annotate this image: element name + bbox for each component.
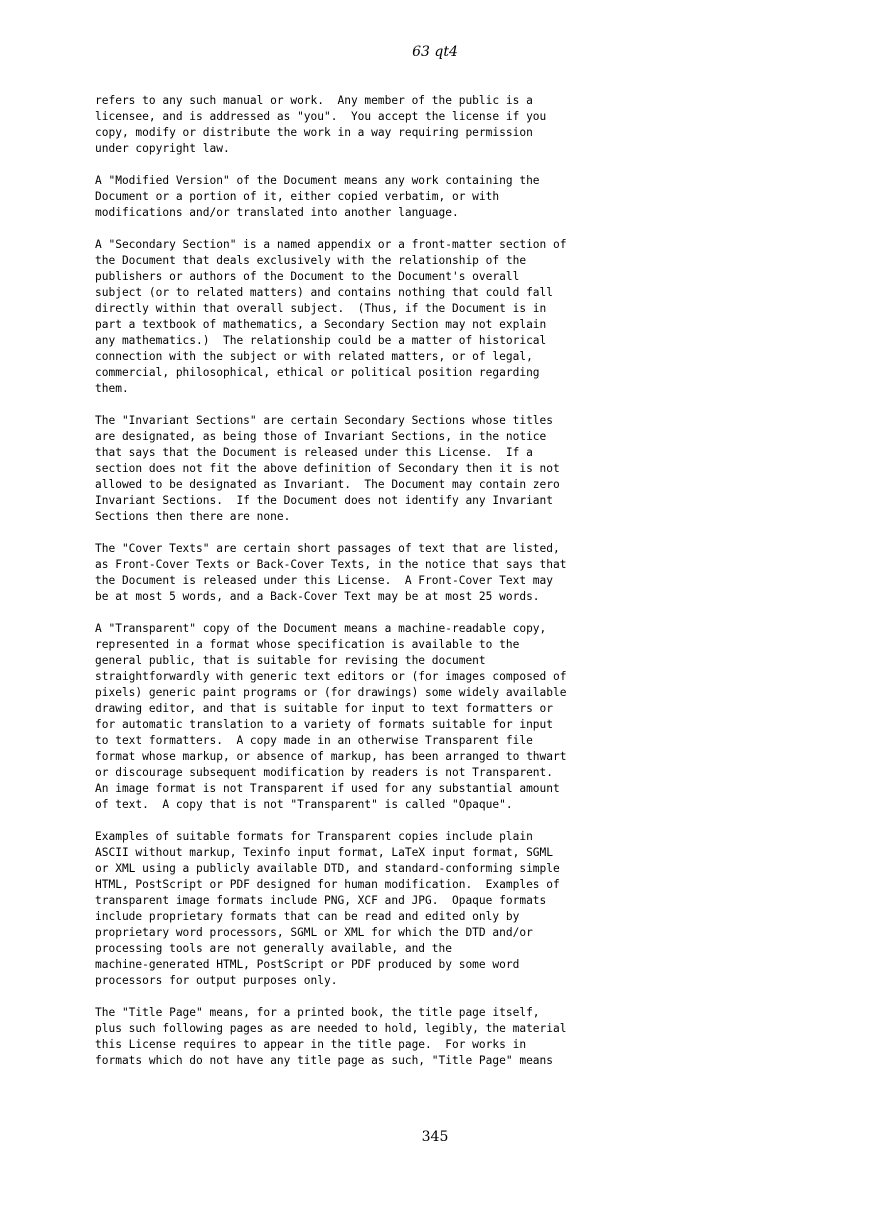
text-line: of text. A copy that is not "Transparent" is called "Opaque". <box>95 798 513 811</box>
text-line: modifications and/or translated into another language. <box>95 206 459 219</box>
text-line: straightforwardly with generic text editors or (for images composed of <box>95 670 567 683</box>
text-line: format whose markup, or absence of markup, has been arranged to thwart <box>95 750 567 763</box>
text-line: or XML using a publicly available DTD, and standard-conforming simple <box>95 862 560 875</box>
text-line: connection with the subject or with related matters, or of legal, <box>95 350 533 363</box>
text-line: The "Title Page" means, for a printed book, the title page itself, <box>95 1006 540 1019</box>
text-line: An image format is not Transparent if used for any substantial amount <box>95 782 560 795</box>
text-line: Examples of suitable formats for Transparent copies include plain <box>95 830 533 843</box>
text-line: as Front-Cover Texts or Back-Cover Texts, in the notice that says that <box>95 558 567 571</box>
text-line: plus such following pages as are needed to hold, legibly, the material <box>95 1022 567 1035</box>
text-line: licensee, and is addressed as "you". You accept the license if you <box>95 110 547 123</box>
text-line: that says that the Document is released under this License. If a <box>95 446 533 459</box>
text-line: refers to any such manual or work. Any member of the public is a <box>95 94 533 107</box>
text-line: general public, that is suitable for revising the document <box>95 654 486 667</box>
paragraph <box>95 621 795 813</box>
text-line: or discourage subsequent modification by readers is not Transparent. <box>95 766 554 779</box>
text-line: drawing editor, and that is suitable for input to text formatters or <box>95 702 554 715</box>
text-line: under copyright law. <box>95 142 230 155</box>
text-line: commercial, philosophical, ethical or political position regarding <box>95 366 540 379</box>
text-line: pixels) generic paint programs or (for drawings) some widely available <box>95 686 567 699</box>
text-line: allowed to be designated as Invariant. The Document may contain zero <box>95 478 560 491</box>
paragraph <box>95 413 795 525</box>
text-line: represented in a format whose specification is available to the <box>95 638 520 651</box>
text-line: HTML, PostScript or PDF designed for human modification. Examples of <box>95 878 560 891</box>
text-line: A "Secondary Section" is a named appendix or a front-matter section of <box>95 238 567 251</box>
text-line: formats which do not have any title page as such, "Title Page" means <box>95 1054 554 1067</box>
paragraph <box>95 237 795 397</box>
text-line: include proprietary formats that can be read and edited only by <box>95 910 520 923</box>
text-line: transparent image formats include PNG, XCF and JPG. Opaque formats <box>95 894 547 907</box>
text-line: to text formatters. A copy made in an otherwise Transparent file <box>95 734 533 747</box>
paragraph <box>95 93 795 157</box>
text-line: The "Invariant Sections" are certain Secondary Sections whose titles <box>95 414 554 427</box>
text-line: proprietary word processors, SGML or XML for which the DTD and/or <box>95 926 533 939</box>
text-line: any mathematics.) The relationship could be a matter of historical <box>95 334 547 347</box>
text-line: publishers or authors of the Document to the Document's overall <box>95 270 520 283</box>
text-line: section does not fit the above definition of Secondary then it is not <box>95 462 560 475</box>
text-line: them. <box>95 382 129 395</box>
text-line: Document or a portion of it, either copied verbatim, or with <box>95 190 500 203</box>
running-header: 63 qt4 <box>412 44 458 60</box>
text-line: are designated, as being those of Invariant Sections, in the notice <box>95 430 547 443</box>
license-body-text <box>95 93 795 1085</box>
paragraph <box>95 829 795 989</box>
text-line: the Document is released under this License. A Front-Cover Text may <box>95 574 554 587</box>
text-line: processing tools are not generally available, and the <box>95 942 452 955</box>
text-line: for automatic translation to a variety of formats suitable for input <box>95 718 554 731</box>
text-line: machine-generated HTML, PostScript or PDF produced by some word <box>95 958 520 971</box>
text-line: directly within that overall subject. (Thus, if the Document is in <box>95 302 547 315</box>
text-line: ASCII without markup, Texinfo input format, LaTeX input format, SGML <box>95 846 554 859</box>
text-line: A "Modified Version" of the Document means any work containing the <box>95 174 540 187</box>
page-number: 345 <box>421 1129 449 1145</box>
paragraph <box>95 1005 795 1069</box>
text-line: the Document that deals exclusively with the relationship of the <box>95 254 527 267</box>
text-line: Invariant Sections. If the Document does not identify any Invariant <box>95 494 554 507</box>
text-line: copy, modify or distribute the work in a way requiring permission <box>95 126 533 139</box>
paragraph <box>95 173 795 221</box>
text-line: A "Transparent" copy of the Document means a machine-readable copy, <box>95 622 547 635</box>
text-line: subject (or to related matters) and contains nothing that could fall <box>95 286 554 299</box>
text-line: part a textbook of mathematics, a Secondary Section may not explain <box>95 318 547 331</box>
text-line: Sections then there are none. <box>95 510 291 523</box>
text-line: this License requires to appear in the title page. For works in <box>95 1038 527 1051</box>
text-line: be at most 5 words, and a Back-Cover Text may be at most 25 words. <box>95 590 540 603</box>
paragraph <box>95 541 795 605</box>
text-line: processors for output purposes only. <box>95 974 338 987</box>
text-line: The "Cover Texts" are certain short passages of text that are listed, <box>95 542 560 555</box>
